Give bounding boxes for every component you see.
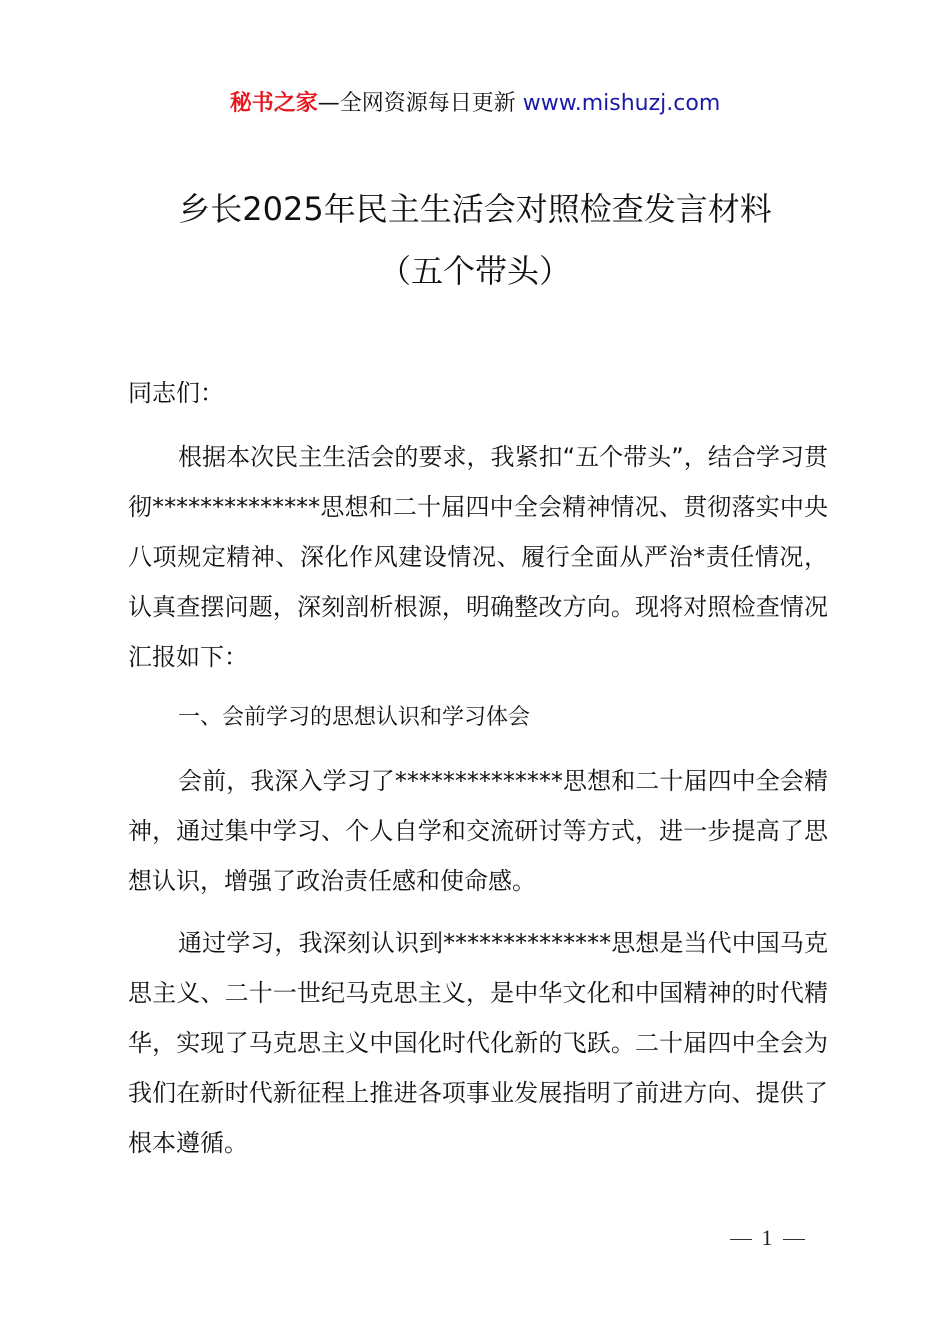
title-line-2: （五个带头）	[378, 252, 571, 290]
paragraph-study: 会前，我深入学习了**************思想和二十届四中全会精神，通过集中学习、个人自学和交流研讨等方式，进一步提高了思想认识，增强了政治责任感和使命感。	[128, 767, 828, 895]
title-line-1: 乡长2025年民主生活会对照检查发言材料	[178, 190, 772, 228]
page-number	[712, 1222, 822, 1254]
salutation: 同志们：	[128, 379, 224, 407]
page-number-value: 1	[761, 1225, 773, 1250]
section-heading-1: 一、会前学习的思想认识和学习体会	[178, 705, 531, 730]
document-title	[60, 178, 890, 302]
site-url-link[interactable]: www.mishuzj.com	[522, 91, 721, 116]
header-slogan: —全网资源每日更新	[317, 91, 516, 116]
paragraph-intro: 根据本次民主生活会的要求，我紧扣“五个带头”，结合学习贯彻**************思想和二十届四中全会精神情况、贯彻落实中央八项规定精神、深化作风建设情况、履行全面从严治*责任情况，认真查摆问题，深刻剖析根源，明确整改方向。现将对照检查情况汇报如下：	[128, 443, 828, 671]
page-number-dash-right	[783, 1239, 805, 1240]
paragraph-understanding: 通过学习，我深刻认识到**************思想是当代中国马克思主义、二十一世纪马克思主义，是中华文化和中国精神的时代精华，实现了马克思主义中国化时代化新的飞跃。二十届四中全会为我们在新时代新征程上推进各项事业发展指明了前进方向、提供了根本遵循。	[128, 929, 828, 1157]
brand-name: 秘书之家	[229, 91, 318, 116]
site-header	[0, 88, 950, 120]
page-number-dash-left	[730, 1239, 752, 1240]
